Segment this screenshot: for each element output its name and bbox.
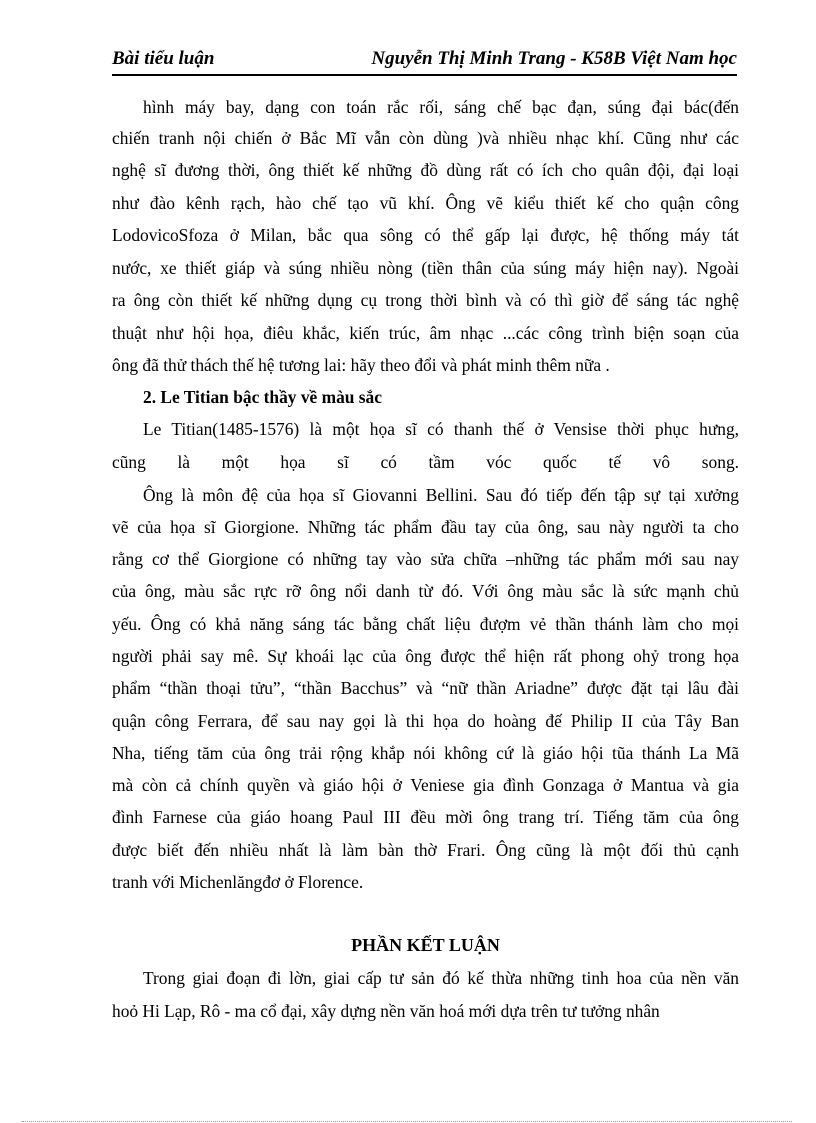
- paragraph-line: thuật như hội họa, điêu khắc, kiến trúc, âm nhạc ...các công trình biện soạn của: [112, 323, 739, 343]
- paragraph-line: Trong giai đoạn đi lờn, giai cấp tư sản đó kế thừa những tinh hoa của nền văn: [143, 968, 739, 988]
- paragraph-line: phẩm “thần thoại tửu”, “thần Bacchus” và “nữ thần Ariadne” được đặt tại lâu đài: [112, 678, 739, 698]
- paragraph-line: chiến tranh nội chiến ở Bắc Mĩ vẫn còn dùng )và nhiều nhạc khí. Cũng như các: [112, 128, 739, 148]
- paragraph-line: Nha, tiếng tăm của ông trải rộng khắp nói không cứ là giáo hội tũa thánh La Mã: [112, 743, 739, 763]
- header-author: Nguyễn Thị Minh Trang - K58B Việt Nam học: [371, 48, 737, 69]
- paragraph-line: của ông, màu sắc rực rỡ ông nổi danh từ đó. Với ông màu sắc là sức mạnh chủ: [112, 581, 739, 601]
- paragraph-line: ra ông còn thiết kế những dụng cụ trong thời bình và có thì giờ để sáng tác nghệ: [112, 290, 739, 310]
- paragraph-line: mà còn cả chính quyền và giáo hội ở Veniese gia đình Gonzaga ở Mantua và gia: [112, 775, 739, 795]
- paragraph-line: được biết đến nhiều nhất là làm bàn thờ Frari. Ông cũng là một đối thủ cạnh: [112, 840, 739, 860]
- section-heading: 2. Le Titian bậc thầy về màu sắc: [143, 387, 382, 407]
- paragraph-line: vẽ của họa sĩ Giorgione. Những tác phẩm đầu tay của ông, sau này người ta cho: [112, 517, 739, 537]
- paragraph-line: người phải say mê. Sự khoái lạc của ông được thể hiện rất phong ohỷ trong họa: [112, 646, 739, 666]
- paragraph-line: Ông là môn đệ của họa sĩ Giovanni Bellini. Sau đó tiếp đến tập sự tại xưởng: [143, 485, 739, 505]
- paragraph-line: LodovicoSfoza ở Milan, bắc qua sông có thể gấp lại được, hệ thống máy tát: [112, 225, 739, 245]
- paragraph-line: đình Farnese của giáo hoang Paul III đều mời ông trang trí. Tiếng tăm của ông: [112, 807, 739, 827]
- paragraph-line: nước, xe thiết giáp và súng nhiều nòng (tiền thân của súng máy hiện nay). Ngoài: [112, 258, 739, 278]
- paragraph-line: nghệ sĩ đương thời, ông thiết kế những đồ dùng rất có ích cho quân đội, đại loại: [112, 160, 739, 180]
- conclusion-title: PHẦN KẾT LUẬN: [351, 935, 500, 955]
- paragraph-line: yếu. Ông có khả năng sáng tác bằng chất liệu đượm vẻ thần thánh làm cho mọi: [112, 614, 739, 634]
- page-header: [112, 44, 737, 76]
- paragraph-line: rằng cơ thể Giorgione có những tay vào sửa chữa –những tác phẩm mới sau nay: [112, 549, 739, 569]
- paragraph-line: cũng là một họa sĩ có tầm vóc quốc tế vô song.: [112, 452, 739, 472]
- paragraph-line: Le Titian(1485-1576) là một họa sĩ có thanh thế ở Vensise thời phục hưng,: [143, 419, 739, 439]
- footer-divider: [22, 1121, 792, 1122]
- paragraph-line: hình máy bay, dạng con toán rắc rối, sáng chế bạc đạn, súng đại bác(đến: [143, 97, 739, 117]
- header-title: Bài tiểu luận: [112, 48, 215, 69]
- paragraph-line: ông đã thử thách thế hệ tương lai: hãy theo đổi và phát minh thêm nữa .: [112, 355, 610, 375]
- paragraph-line: hoỏ Hi Lạp, Rô - ma cổ đại, xây dựng nền văn hoá mới dựa trên tư tưởng nhân: [112, 1001, 660, 1021]
- paragraph-line: như đào kênh rạch, hào chế tạo vũ khí. Ông vẽ kiểu thiết kế cho quận công: [112, 193, 739, 213]
- paragraph-line: quận công Ferrara, để sau nay gọi là thi họa do hoàng đế Philip II của Tây Ban: [112, 711, 739, 731]
- paragraph-line: tranh với Michenlăngđơ ở Florence.: [112, 872, 364, 892]
